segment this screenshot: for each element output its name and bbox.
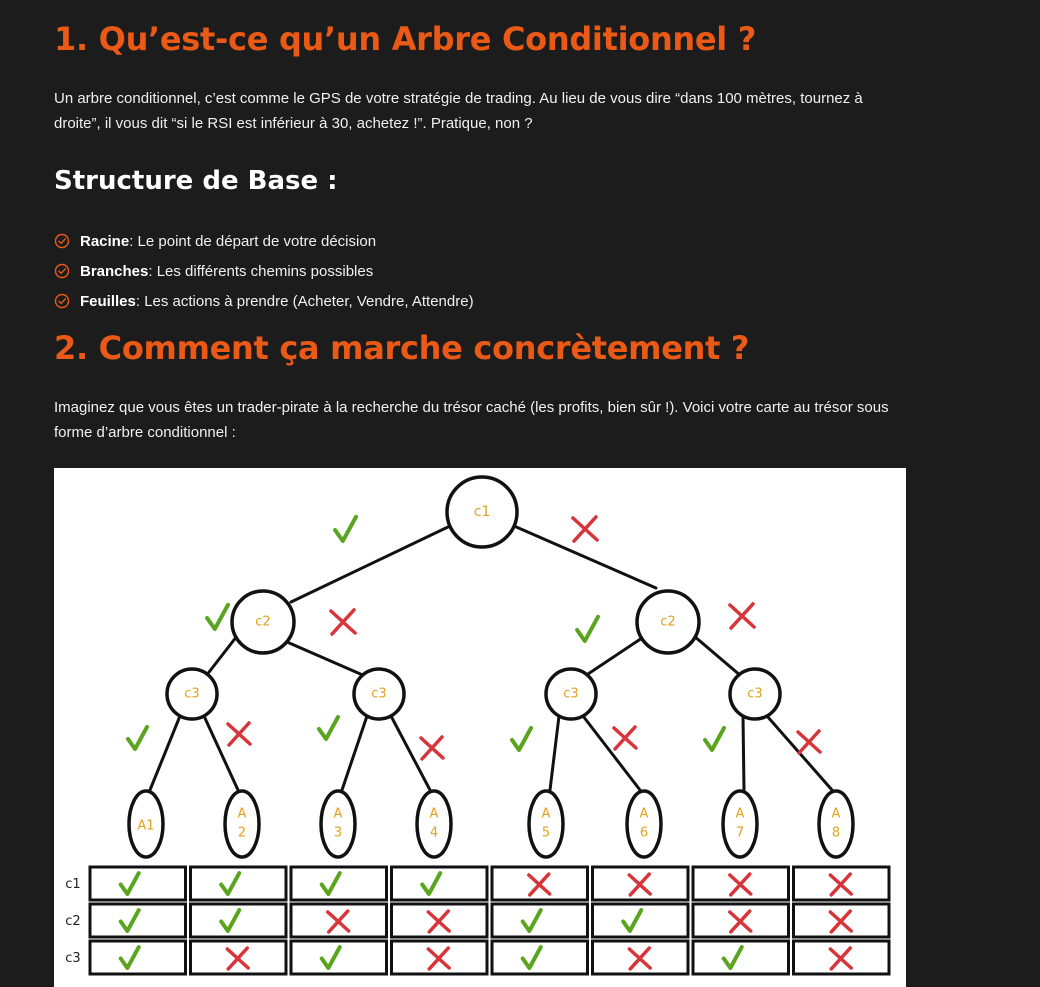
leaf-label: A <box>541 806 551 822</box>
tree-edge <box>694 636 741 676</box>
check-mark-icon <box>221 873 239 894</box>
check-circle-icon <box>54 233 70 249</box>
tree-edge <box>391 716 430 790</box>
action-leaf-node <box>417 791 451 857</box>
leaf-label: A <box>831 806 841 822</box>
cross-mark-icon <box>629 948 650 969</box>
node-label: c3 <box>563 686 579 702</box>
tree-edge <box>206 636 237 676</box>
action-leaf-node <box>723 791 757 857</box>
list-item <box>54 256 474 286</box>
leaf-label: 5 <box>541 825 551 841</box>
tree-edge <box>150 716 180 790</box>
cross-mark-icon <box>328 911 349 932</box>
leaf-label: 2 <box>237 825 247 841</box>
tree-edge <box>585 638 642 676</box>
node-label: c2 <box>660 614 676 630</box>
leaf-label: 3 <box>333 825 343 841</box>
list-item-term: Branches <box>80 262 149 280</box>
check-mark-icon <box>207 605 228 629</box>
leaf-label: A1 <box>137 818 155 834</box>
cross-mark-icon <box>830 948 851 969</box>
action-leaf-node <box>819 791 853 857</box>
check-mark-icon <box>121 947 139 968</box>
cross-mark-icon <box>730 874 751 895</box>
list-item <box>54 226 474 256</box>
leaf-label: A <box>639 806 649 822</box>
check-mark-icon <box>128 727 147 749</box>
check-mark-icon <box>422 873 440 894</box>
check-circle-icon <box>54 263 70 279</box>
leaf-label: 4 <box>429 825 439 841</box>
cross-mark-icon <box>428 948 449 969</box>
cross-mark-icon <box>529 874 550 895</box>
node-label: c3 <box>184 686 200 702</box>
tree-edge <box>550 716 559 790</box>
structure-heading: Structure de Base : <box>54 166 338 196</box>
section-1-intro: Un arbre conditionnel, c’est comme le GPS de votre stratégie de trading. Au lieu de vous dire “dans 100 mètres, tournez à droite”, il vous dit “si le RSI est inférieur à 30, achetez !”. Pratique, non ? <box>54 90 863 132</box>
section-1-heading: 1. Qu’est-ce qu’un Arbre Conditionnel ? <box>54 20 757 58</box>
node-label: c3 <box>747 686 763 702</box>
check-mark-icon <box>335 517 356 541</box>
node-label: c1 <box>473 504 491 520</box>
section-2-intro: Imaginez que vous êtes un trader-pirate à la recherche du trésor caché (les profits, bien sûr !). Voici votre carte au trésor sous forme d’arbre conditionnel : <box>54 399 889 441</box>
decision-tree-diagram <box>54 468 906 987</box>
tree-edge <box>342 716 367 790</box>
check-mark-icon <box>523 910 541 931</box>
action-leaf-node <box>627 791 661 857</box>
table-row-label: c2 <box>65 914 81 929</box>
cross-mark-icon <box>730 911 751 932</box>
tree-edge <box>743 716 744 790</box>
check-mark-icon <box>724 947 742 968</box>
leaf-label: 7 <box>735 825 745 841</box>
check-mark-icon <box>221 910 239 931</box>
decision-tree-svg <box>54 468 906 987</box>
tree-edge <box>291 526 450 602</box>
list-item <box>54 286 474 316</box>
list-item-desc: : Les actions à prendre (Acheter, Vendre, Attendre) <box>135 292 474 310</box>
cross-mark-icon <box>428 911 449 932</box>
list-item-term: Feuilles <box>80 292 136 310</box>
section-2-heading: 2. Comment ça marche concrètement ? <box>54 329 750 367</box>
list-item-term: Racine <box>80 232 130 250</box>
check-mark-icon <box>319 717 338 739</box>
table-row-label: c3 <box>65 951 81 966</box>
check-mark-icon <box>512 728 531 750</box>
leaf-label: A <box>735 806 745 822</box>
list-item-desc: : Le point de départ de votre décision <box>129 232 377 250</box>
leaf-label: 8 <box>831 825 841 841</box>
leaf-label: A <box>333 806 343 822</box>
tree-edge <box>514 526 656 588</box>
node-label: c3 <box>371 686 387 702</box>
cross-mark-icon <box>730 604 754 628</box>
structure-list <box>54 226 474 316</box>
cross-mark-icon <box>421 737 443 759</box>
tree-edge <box>583 716 640 790</box>
cross-mark-icon <box>798 731 820 753</box>
check-circle-icon <box>54 293 70 309</box>
cross-mark-icon <box>830 874 851 895</box>
leaf-label: A <box>237 806 247 822</box>
leaf-label: A <box>429 806 439 822</box>
check-mark-icon <box>322 947 340 968</box>
check-mark-icon <box>121 910 139 931</box>
check-mark-icon <box>523 947 541 968</box>
leaf-label: 6 <box>639 825 649 841</box>
node-label: c2 <box>255 614 271 630</box>
check-mark-icon <box>623 910 641 931</box>
cross-mark-icon <box>629 874 650 895</box>
tree-edge <box>287 642 365 676</box>
cross-mark-icon <box>227 948 248 969</box>
cross-mark-icon <box>228 723 250 745</box>
table-row-label: c1 <box>65 877 81 892</box>
action-leaf-node <box>321 791 355 857</box>
cross-mark-icon <box>830 911 851 932</box>
list-item-desc: : Les différents chemins possibles <box>148 262 374 280</box>
check-mark-icon <box>121 873 139 894</box>
action-leaf-node <box>529 791 563 857</box>
cross-mark-icon <box>573 517 597 541</box>
cross-mark-icon <box>331 610 355 634</box>
cross-mark-icon <box>614 727 636 749</box>
check-mark-icon <box>322 873 340 894</box>
action-leaf-node <box>225 791 259 857</box>
check-mark-icon <box>705 728 724 750</box>
check-mark-icon <box>577 617 598 641</box>
